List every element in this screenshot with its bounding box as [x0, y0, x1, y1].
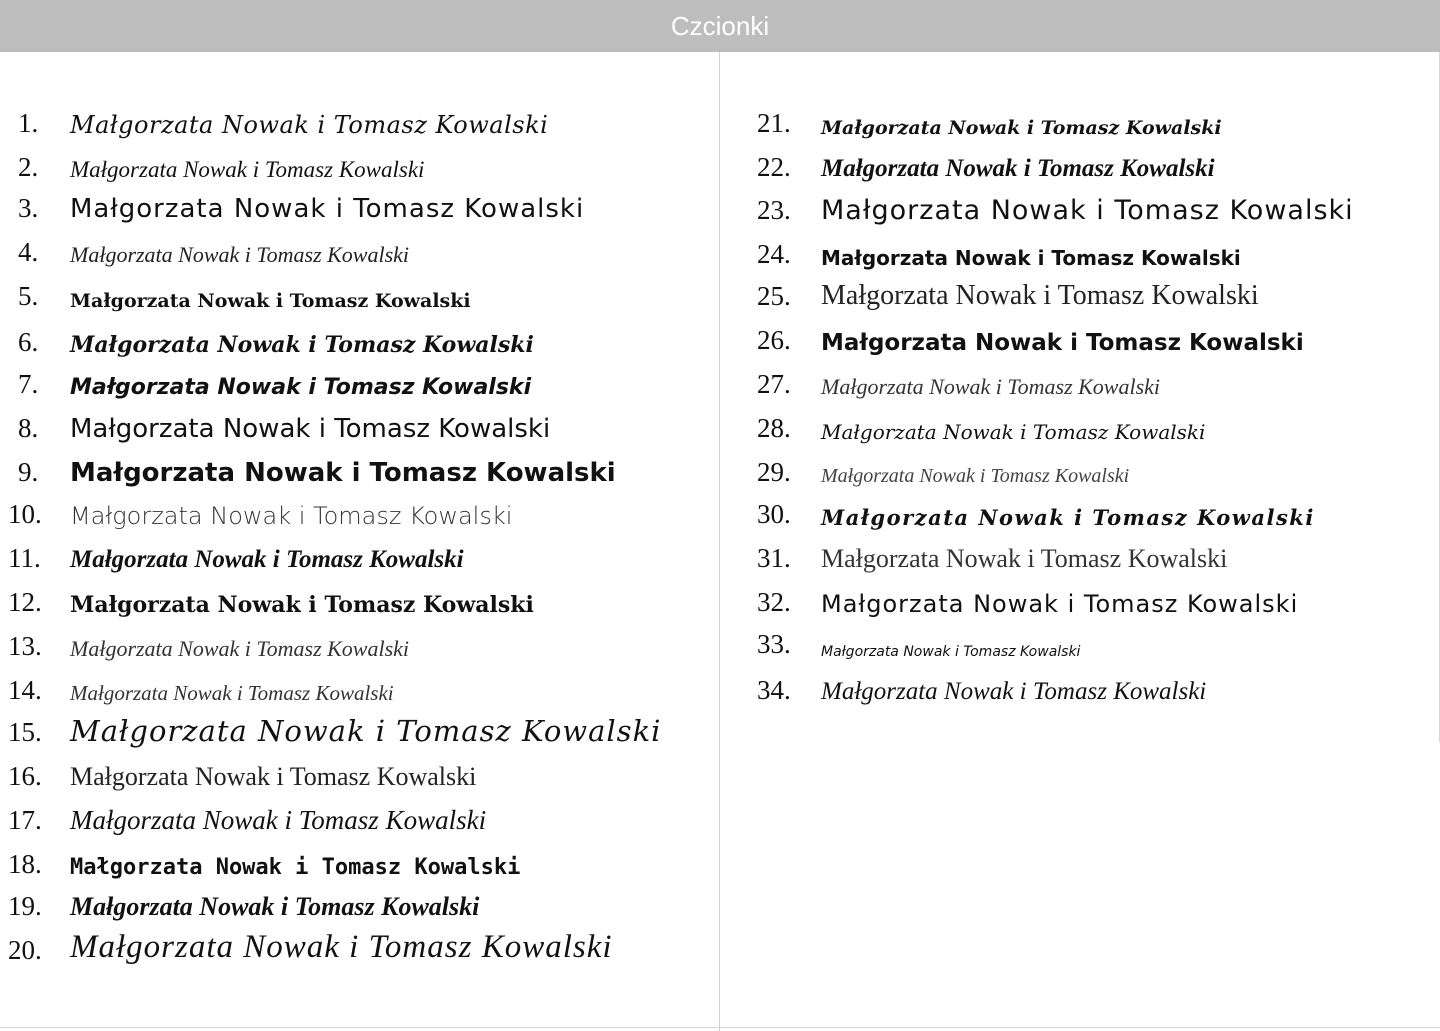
font-sample-text: Małgorzata Nowak i Tomasz Kowalski	[821, 505, 1315, 530]
font-number: 31.	[757, 543, 791, 573]
font-sample-text: Małgorzata Nowak i Tomasz Kowalski	[821, 195, 1354, 226]
font-sample-row	[757, 496, 1440, 536]
font-number: 14.	[8, 675, 42, 705]
font-number: 1.	[18, 108, 39, 138]
font-sample-text: Małgorzata Nowak i Tomasz Kowalski	[821, 465, 1130, 487]
font-sample-text: Małgorzata Nowak i Tomasz Kowalski	[821, 678, 1207, 705]
font-sample-text: Małgorzata Nowak i Tomasz Kowalski	[821, 644, 1081, 660]
font-sample-text: Małgorzata Nowak i Tomasz Kowalski	[70, 375, 532, 400]
font-sample-text: Małgorzata Nowak i Tomasz Kowalski	[821, 544, 1228, 573]
font-sample-row	[0, 496, 700, 536]
font-sample-text: Małgorzata Nowak i Tomasz Kowalski	[70, 762, 477, 791]
font-sample-text: Małgorzata Nowak i Tomasz Kowalski	[821, 374, 1161, 399]
font-sample-row	[0, 802, 700, 842]
font-sample-row	[757, 236, 1440, 276]
font-number: 18.	[8, 849, 42, 879]
font-number: 19.	[8, 891, 42, 921]
font-number: 10.	[8, 499, 42, 529]
font-sample-row	[757, 410, 1440, 450]
page-title: Czcionki	[0, 0, 1440, 52]
font-sample-row	[0, 190, 700, 230]
font-sample-row	[757, 672, 1440, 712]
font-sample-text: Małgorzata Nowak i Tomasz Kowalski	[70, 592, 534, 618]
font-number: 12.	[8, 587, 42, 617]
font-sample-text: Małgorzata Nowak i Tomasz Kowalski	[70, 332, 534, 358]
page-edge-bottom	[0, 1027, 1440, 1028]
font-sample-text: Małgorzata Nowak i Tomasz Kowalski	[70, 681, 394, 705]
font-sample-text: Małgorzata Nowak i Tomasz Kowalski	[70, 194, 585, 224]
font-number: 4.	[18, 237, 39, 267]
font-number: 6.	[18, 327, 39, 357]
font-sample-text: Małgorzata Nowak i Tomasz Kowalski	[821, 330, 1304, 356]
font-sample-row	[757, 192, 1440, 232]
font-number: 16.	[8, 761, 42, 791]
font-sample-text: Małgorzata Nowak i Tomasz Kowalski	[821, 155, 1215, 182]
font-sample-text: Małgorzata Nowak i Tomasz Kowalski	[70, 805, 487, 835]
font-sample-row	[0, 888, 700, 928]
font-sample-row	[757, 454, 1440, 494]
font-number: 29.	[757, 457, 791, 487]
font-sample-row	[757, 366, 1440, 406]
font-sample-row	[0, 929, 700, 972]
font-number: 34.	[757, 675, 791, 705]
font-sample-row	[0, 324, 700, 364]
font-sample-text: Małgorzata Nowak i Tomasz Kowalski	[821, 246, 1241, 270]
font-number: 11.	[8, 543, 41, 573]
font-sample-row	[0, 366, 700, 406]
font-number: 33.	[757, 629, 791, 659]
font-number: 17.	[8, 805, 42, 835]
font-sample-text: Małgorzata Nowak i Tomasz Kowalski	[70, 290, 471, 312]
font-sample-text: Małgorzata Nowak i Tomasz Kowalski	[70, 636, 410, 661]
font-number: 5.	[18, 281, 39, 311]
font-sample-text: Małgorzata Nowak i Tomasz Kowalski	[70, 157, 425, 182]
font-sample-text: Małgorzata Nowak i Tomasz Kowalski	[70, 502, 513, 530]
font-number: 20.	[8, 935, 42, 965]
font-number: 23.	[757, 195, 791, 225]
font-number: 21.	[757, 108, 791, 138]
font-sample-row	[0, 149, 700, 189]
font-sample-text: Małgorzata Nowak i Tomasz Kowalski	[70, 929, 613, 965]
font-sample-row	[0, 672, 700, 712]
font-sample-row	[0, 714, 700, 754]
font-sample-text: Małgorzata Nowak i Tomasz Kowalski	[70, 414, 551, 444]
font-number: 26.	[757, 325, 791, 355]
font-sample-row	[0, 758, 700, 798]
font-number: 25.	[757, 281, 791, 311]
font-number: 13.	[8, 631, 42, 661]
font-sample-row	[757, 149, 1440, 189]
font-sample-text: Małgorzata Nowak i Tomasz Kowalski	[821, 420, 1206, 444]
font-sample-row	[0, 234, 700, 274]
font-number: 2.	[18, 152, 39, 182]
font-sample-text: Małgorzata Nowak i Tomasz Kowalski	[821, 117, 1222, 139]
font-sample-row	[0, 540, 700, 580]
font-sample-row	[757, 626, 1440, 666]
font-sample-text: Małgorzata Nowak i Tomasz Kowalski	[70, 458, 616, 488]
font-sample-text: Małgorzata Nowak i Tomasz Kowalski	[70, 242, 410, 267]
font-number: 24.	[757, 239, 791, 269]
font-number: 9.	[18, 457, 39, 487]
font-sample-row	[757, 322, 1440, 362]
font-sample-text: Małgorzata Nowak i Tomasz Kowalski	[821, 590, 1299, 618]
font-sample-row	[0, 628, 700, 668]
font-number: 27.	[757, 369, 791, 399]
font-sample-row	[0, 846, 700, 886]
font-number: 22.	[757, 152, 791, 182]
font-sample-row	[757, 584, 1440, 624]
font-sample-row	[0, 454, 700, 494]
font-number: 15.	[8, 717, 42, 747]
font-sample-text: Małgorzata Nowak i Tomasz Kowalski	[70, 111, 549, 139]
font-sample-text: Małgorzata Nowak i Tomasz Kowalski	[70, 546, 464, 573]
font-number: 3.	[18, 193, 39, 223]
font-sample-row	[757, 278, 1440, 318]
font-sample-text: Małgorzata Nowak i Tomasz Kowalski	[70, 714, 662, 748]
font-sample-row	[757, 105, 1440, 145]
font-sample-row	[0, 105, 700, 145]
font-sample-row	[0, 278, 700, 318]
column-divider	[719, 52, 720, 1031]
font-sample-text: Małgorzata Nowak i Tomasz Kowalski	[70, 892, 480, 921]
font-number: 30.	[757, 499, 791, 529]
font-number: 28.	[757, 413, 791, 443]
font-number: 8.	[18, 413, 39, 443]
font-sample-text: Małgorzata Nowak i Tomasz Kowalski	[821, 280, 1259, 311]
font-number: 32.	[757, 587, 791, 617]
font-number: 7.	[18, 369, 39, 399]
font-sample-row	[0, 410, 700, 450]
font-sample-text: Małgorzata Nowak i Tomasz Kowalski	[70, 855, 521, 880]
font-sample-row	[757, 540, 1440, 580]
font-sample-row	[0, 584, 700, 624]
